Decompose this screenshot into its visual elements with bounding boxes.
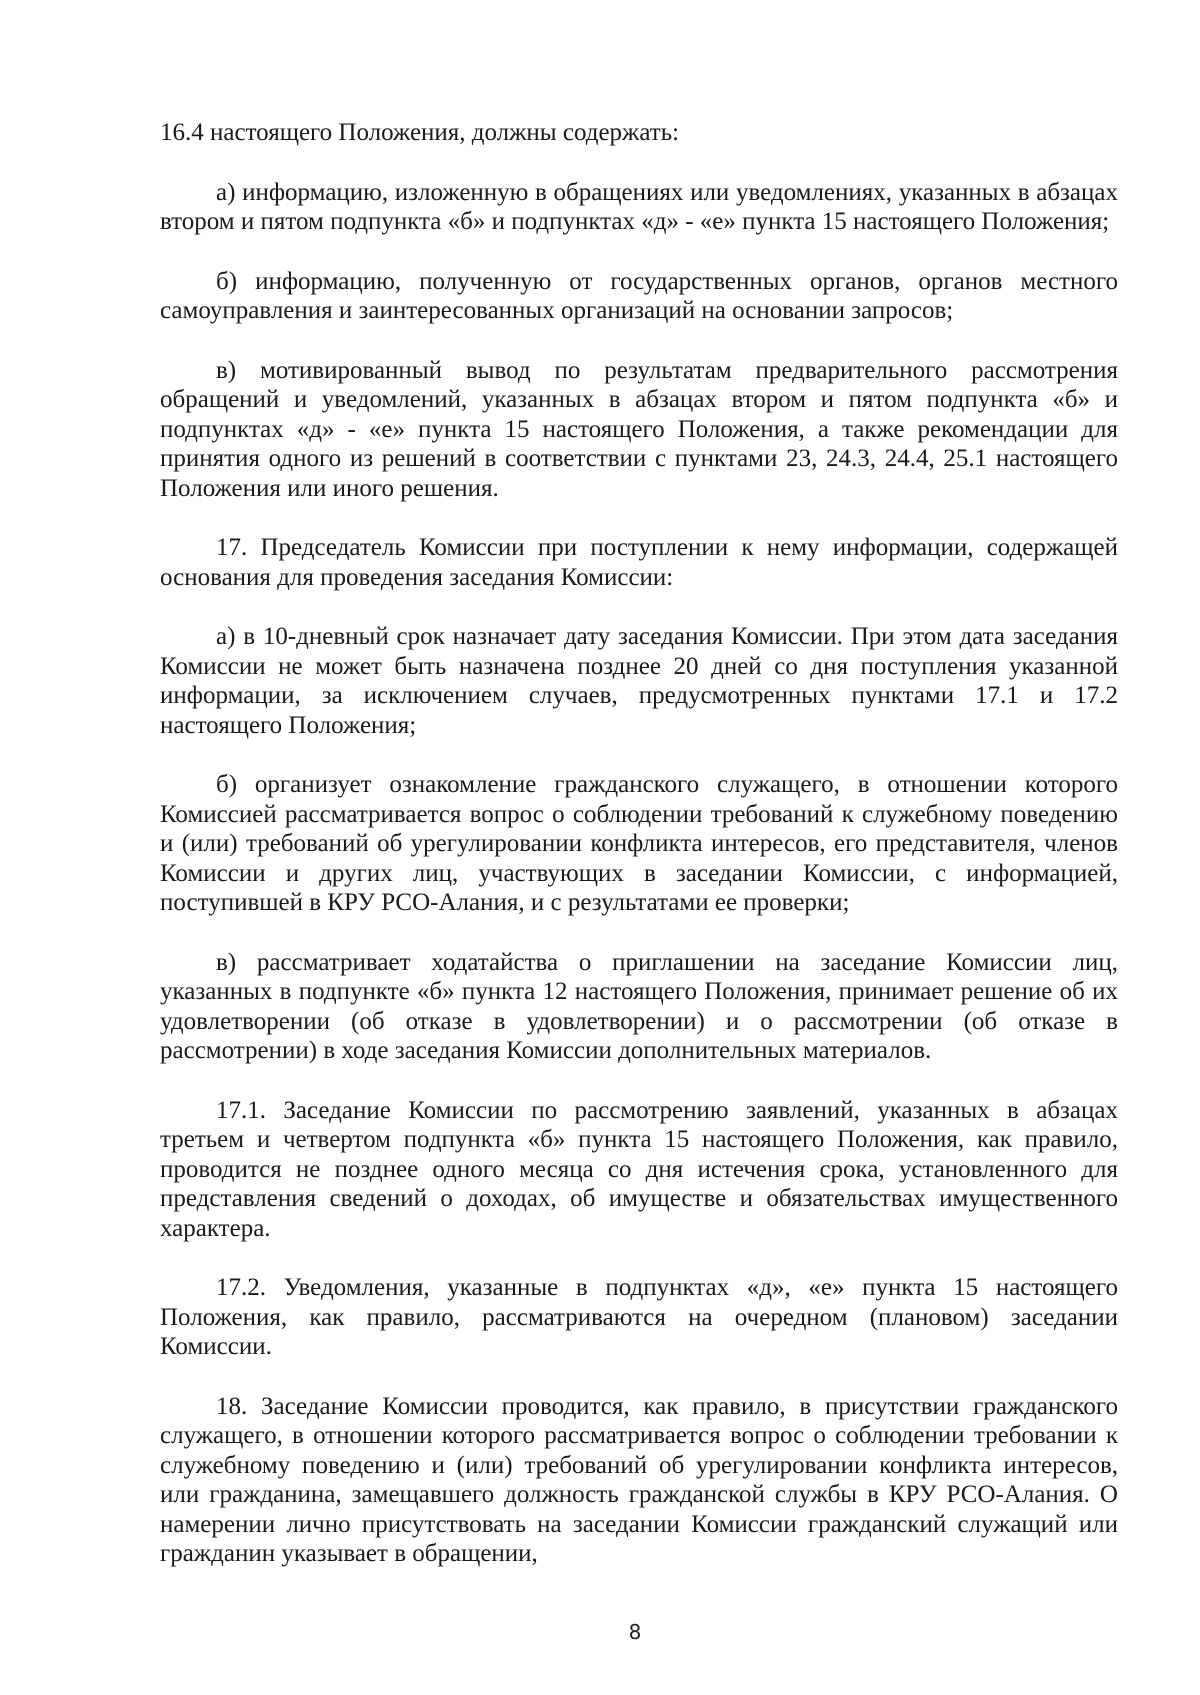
paragraph-17-1: 17.1. Заседание Комиссии по рассмотрению заявлений, указанных в абзацах третьем и четвертом подпункта «б» пункта 15 настоящего Положения, как правило, проводится не позднее одного месяца со дня истечения срока, установленного для представления сведений о доходах, об имуществе и обязательствах имущественного характера. bbox=[160, 1096, 1118, 1242]
paragraph-17-a: а) в 10-дневный срок назначает дату заседания Комиссии. При этом дата заседания Комиссии не может быть назначена позднее 20 дней со дня поступления указанной информации, за исключением случаев, предусмотренных пунктами 17.1 и 17.2 настоящего Положения; bbox=[160, 623, 1118, 739]
paragraph-item-v: в) мотивированный вывод по результатам предварительного рассмотрения обращений и уведомлений, указанных в абзацах втором и пятом подпункта «б» и подпунктах «д» - «е» пункта 15 настоящего Положения, а также рекомендации для принятия одного из решений в соответствии с пунктами 23, 24.3, 24.4, 25.1 настоящего Положения или иного решения. bbox=[160, 356, 1118, 502]
paragraph-17-b: б) организует ознакомление гражданского служащего, в отношении которого Комиссией рассматривается вопрос о соблюдении требований к служебному поведению и (или) требований об урегулировании конфликта интересов, его представителя, членов Комиссии и других лиц, участвующих в заседании Комиссии, с информацией, поступившей в КРУ РСО-Алания, и с результатами ее проверки; bbox=[160, 771, 1118, 916]
paragraph-item-a: а) информацию, изложенную в обращениях или уведомлениях, указанных в абзацах втором и пятом подпункта «б» и подпунктах «д» - «е» пункта 15 настоящего Положения; bbox=[160, 178, 1118, 235]
paragraph-17: 17. Председатель Комиссии при поступлении к нему информации, содержащей основания для проведения заседания Комиссии: bbox=[160, 534, 1118, 591]
paragraph-18: 18. Заседание Комиссии проводится, как правило, в присутствии гражданского служащего, в отношении которого рассматривается вопрос о соблюдении требовании к служебному поведению и (или) требований об урегулировании конфликта интересов, или гражданина, замещавшего должность гражданской службы в КРУ РСО-Алания. О намерении лично присутствовать на заседании Комиссии гражданский служащий или гражданин указывает в обращении, bbox=[160, 1392, 1118, 1567]
paragraph-17-2: 17.2. Уведомления, указанные в подпунктах «д», «е» пункта 15 настоящего Положения, как правило, рассматриваются на очередном (плановом) заседании Комиссии. bbox=[160, 1274, 1118, 1360]
page-number: 8 bbox=[628, 1620, 642, 1644]
paragraph-continuation: 16.4 настоящего Положения, должны содержать: bbox=[160, 119, 680, 146]
paragraph-item-b: б) информацию, полученную от государственных органов, органов местного самоуправления и заинтересованных организаций на основании запросов; bbox=[160, 267, 1118, 324]
document-page bbox=[160, 118, 1118, 1599]
paragraph-17-v: в) рассматривает ходатайства о приглашении на заседание Комиссии лиц, указанных в подпункте «б» пункта 12 настоящего Положения, принимает решение об их удовлетворении (об отказе в удовлетворении) и о рассмотрении (об отказе в рассмотрении) в ходе заседания Комиссии дополнительных материалов. bbox=[160, 948, 1118, 1064]
